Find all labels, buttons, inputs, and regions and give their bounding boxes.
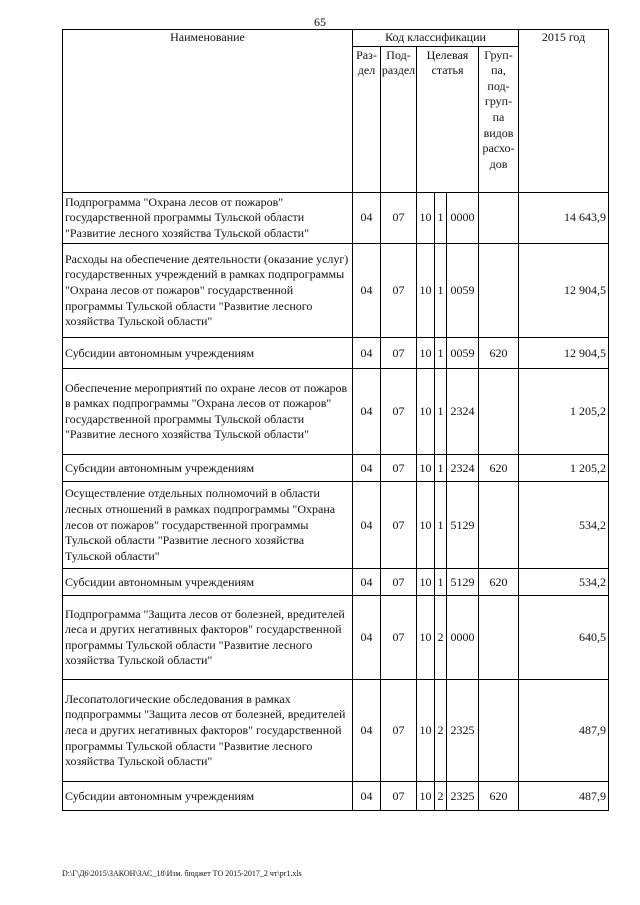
row-amount: 1 205,2	[519, 455, 609, 482]
row-razdel: 04	[353, 369, 381, 455]
table-row	[63, 680, 609, 782]
table-row	[63, 782, 609, 811]
page-number: 65	[314, 15, 326, 29]
row-target-code: 0000	[447, 596, 479, 680]
row-razdel: 04	[353, 482, 381, 569]
row-target-subprogram: 2	[435, 782, 447, 811]
header-year: 2015 год	[519, 30, 609, 193]
row-target-program: 10	[417, 455, 435, 482]
row-target-code: 5129	[447, 569, 479, 596]
row-group	[479, 369, 519, 455]
row-podrazdel: 07	[381, 482, 417, 569]
row-name: Подпрограмма "Охрана лесов от пожаров" государственной программы Тульской области "Развитие лесного хозяйства Тульской области"	[63, 192, 353, 244]
row-podrazdel: 07	[381, 244, 417, 338]
row-amount: 487,9	[519, 782, 609, 811]
header-target-article: Целевая статья	[417, 46, 479, 192]
footer-file-path: D:\Г\Д6\2015\ЗАКОН\ЗАС_18\Изм. бюджет ТО 2015-2017_2 чт\pr1.xls	[62, 869, 302, 878]
row-amount: 12 904,5	[519, 338, 609, 369]
row-group: 620	[479, 782, 519, 811]
row-target-code: 0059	[447, 244, 479, 338]
row-amount: 640,5	[519, 596, 609, 680]
row-razdel: 04	[353, 680, 381, 782]
row-group: 620	[479, 455, 519, 482]
row-amount: 487,9	[519, 680, 609, 782]
row-target-subprogram: 1	[435, 192, 447, 244]
table-row	[63, 338, 609, 369]
row-target-program: 10	[417, 482, 435, 569]
header-row-main	[63, 30, 609, 47]
row-target-program: 10	[417, 569, 435, 596]
row-podrazdel: 07	[381, 455, 417, 482]
row-razdel: 04	[353, 596, 381, 680]
budget-table	[62, 29, 609, 811]
row-group	[479, 244, 519, 338]
row-podrazdel: 07	[381, 680, 417, 782]
row-target-code: 2325	[447, 782, 479, 811]
row-name: Субсидии автономным учреждениям	[63, 569, 353, 596]
header-expense-group: Груп- па, под- груп- па видов расхо- дов	[479, 46, 519, 192]
row-target-code: 2325	[447, 680, 479, 782]
row-target-subprogram: 2	[435, 596, 447, 680]
row-amount: 14 643,9	[519, 192, 609, 244]
row-group: 620	[479, 569, 519, 596]
row-name: Субсидии автономным учреждениям	[63, 338, 353, 369]
row-razdel: 04	[353, 244, 381, 338]
row-amount: 534,2	[519, 569, 609, 596]
row-target-subprogram: 1	[435, 482, 447, 569]
table-row	[63, 369, 609, 455]
row-target-code: 2324	[447, 455, 479, 482]
row-name: Осуществление отдельных полномочий в области лесных отношений в рамках подпрограммы "Охрана лесов от пожаров" государственной программы Тульской области "Развитие лесного хозяйства Тульской области"	[63, 482, 353, 569]
header-code-classification: Код классификации	[353, 30, 519, 47]
row-razdel: 04	[353, 569, 381, 596]
row-podrazdel: 07	[381, 596, 417, 680]
row-group	[479, 596, 519, 680]
row-target-subprogram: 1	[435, 244, 447, 338]
header-podrazdel: Под- раздел	[381, 46, 417, 192]
row-group	[479, 680, 519, 782]
row-target-program: 10	[417, 369, 435, 455]
row-target-code: 0000	[447, 192, 479, 244]
row-target-program: 10	[417, 244, 435, 338]
row-target-program: 10	[417, 596, 435, 680]
row-name: Расходы на обеспечение деятельности (оказание услуг) государственных учреждений в рамках подпрограммы "Охрана лесов от пожаров" государственной программы Тульской области "Развитие лесного хозяйства Тульской области"	[63, 244, 353, 338]
row-group: 620	[479, 338, 519, 369]
row-amount: 12 904,5	[519, 244, 609, 338]
row-podrazdel: 07	[381, 369, 417, 455]
row-target-code: 5129	[447, 482, 479, 569]
row-name: Обеспечение мероприятий по охране лесов от пожаров в рамках подпрограммы "Охрана лесов от пожаров" государственной программы Тульской области "Развитие лесного хозяйства Тульской области"	[63, 369, 353, 455]
table-row	[63, 569, 609, 596]
row-podrazdel: 07	[381, 782, 417, 811]
table-row	[63, 455, 609, 482]
row-target-subprogram: 1	[435, 369, 447, 455]
row-name: Подпрограмма "Защита лесов от болезней, вредителей леса и других негативных факторов" государственной программы Тульской области "Развитие лесного хозяйства Тульской области"	[63, 596, 353, 680]
row-name: Субсидии автономным учреждениям	[63, 455, 353, 482]
row-target-subprogram: 1	[435, 455, 447, 482]
table-row	[63, 482, 609, 569]
row-group	[479, 482, 519, 569]
table-row	[63, 596, 609, 680]
row-group	[479, 192, 519, 244]
row-razdel: 04	[353, 192, 381, 244]
row-podrazdel: 07	[381, 338, 417, 369]
header-razdel: Раз- дел	[353, 46, 381, 192]
row-target-program: 10	[417, 680, 435, 782]
row-target-subprogram: 2	[435, 680, 447, 782]
header-name: Наименование	[63, 30, 353, 193]
row-podrazdel: 07	[381, 192, 417, 244]
row-name: Лесопатологические обследования в рамках подпрограммы "Защита лесов от болезней, вредителей леса и других негативных факторов" государственной программы Тульской области "Развитие лесного хозяйства Тульской области"	[63, 680, 353, 782]
row-podrazdel: 07	[381, 569, 417, 596]
row-target-subprogram: 1	[435, 569, 447, 596]
row-razdel: 04	[353, 455, 381, 482]
row-target-program: 10	[417, 192, 435, 244]
row-name: Субсидии автономным учреждениям	[63, 782, 353, 811]
row-target-subprogram: 1	[435, 338, 447, 369]
row-amount: 534,2	[519, 482, 609, 569]
row-target-code: 0059	[447, 338, 479, 369]
row-razdel: 04	[353, 782, 381, 811]
table-row	[63, 192, 609, 244]
row-target-program: 10	[417, 782, 435, 811]
row-target-program: 10	[417, 338, 435, 369]
row-razdel: 04	[353, 338, 381, 369]
row-target-code: 2324	[447, 369, 479, 455]
table-row	[63, 244, 609, 338]
row-amount: 1 205,2	[519, 369, 609, 455]
